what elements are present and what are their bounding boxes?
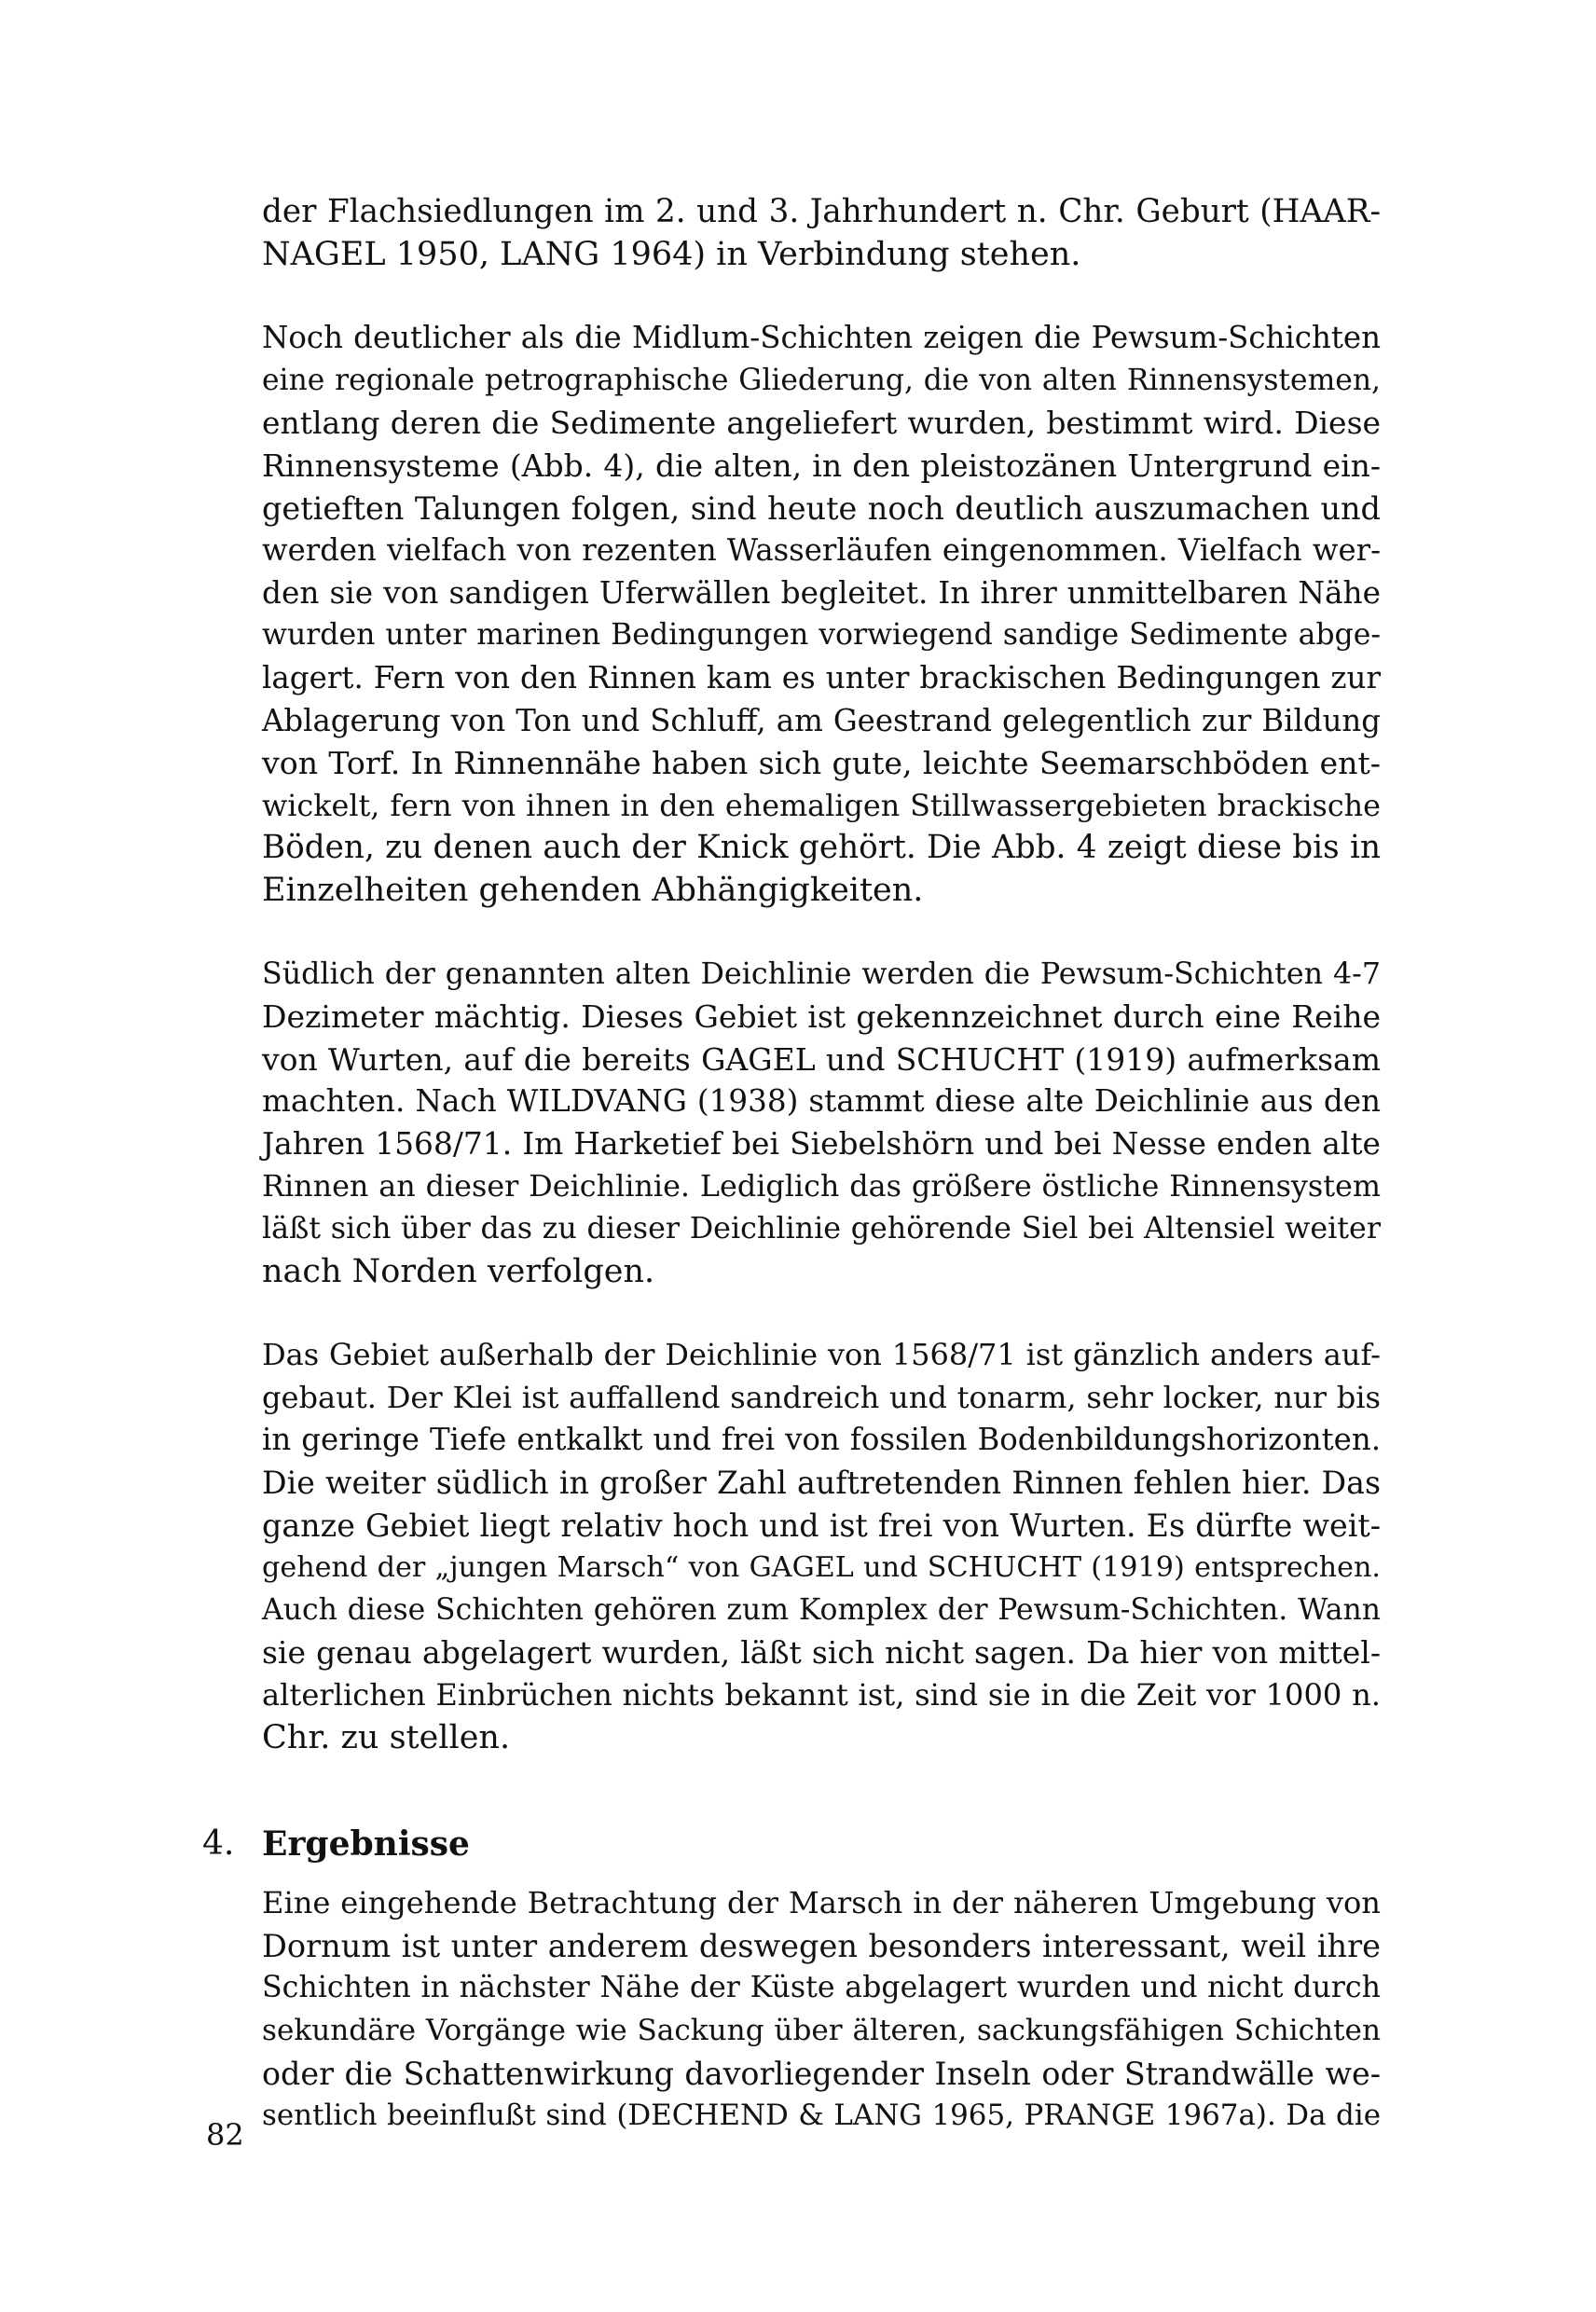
paragraph-flachsiedlungen xyxy=(262,191,1381,276)
text-line: alterlichen Einbrüchen nichts bekannt ist, sind sie in die Zeit vor 1000 n. xyxy=(262,1677,1381,1713)
text-line: von Torf. In Rinnennähe haben sich gute, leichte Seemarschböden ent- xyxy=(262,745,1381,782)
text-line: sie genau abgelagert wurden, läßt sich nicht sagen. Da hier von mittel- xyxy=(262,1634,1381,1672)
paragraph-deichlinie xyxy=(262,954,1381,1294)
text-line: Chr. zu stellen. xyxy=(262,1718,511,1756)
text-line: Südlich der genannten alten Deichlinie werden die Pewsum-Schichten 4-7 xyxy=(262,956,1381,991)
text-line: Schichten in nächster Nähe der Küste abgelagert wurden und nicht durch xyxy=(262,1971,1381,2005)
text-line: NAGEL 1950, LANG 1964) in Verbindung stehen. xyxy=(262,235,1081,273)
text-line: sekundäre Vorgänge wie Sackung über älteren, sackungsfähigen Schichten xyxy=(262,2013,1381,2047)
section-number: 4. xyxy=(202,1824,235,1864)
text-line: den sie von sandigen Uferwällen begleitet. In ihrer unmittelbaren Nähe xyxy=(262,574,1381,611)
text-line: Die weiter südlich in großer Zahl auftretenden Rinnen fehlen hier. Das xyxy=(262,1465,1381,1502)
text-line: sentlich beeinflußt sind (DECHEND & LANG 1965, PRANGE 1967a). Da die xyxy=(262,2099,1381,2133)
text-line: Das Gebiet außerhalb der Deichlinie von 1568/71 ist gänzlich anders auf- xyxy=(262,1337,1381,1373)
text-line: wickelt, fern von ihnen in den ehemaligen Stillwassergebieten brackische xyxy=(262,787,1381,823)
text-line: nach Norden verfolgen. xyxy=(262,1252,655,1290)
text-line: läßt sich über das zu dieser Deichlinie gehörende Siel bei Altensiel weiter xyxy=(262,1212,1381,1246)
section-title: Ergebnisse xyxy=(262,1824,470,1865)
text-line: eine regionale petrographische Gliederung, die von alten Rinnensystemen, xyxy=(262,363,1381,397)
text-line: getieften Talungen folgen, sind heute noch deutlich auszumachen und xyxy=(262,489,1381,527)
text-line: Noch deutlicher als die Midlum-Schichten zeigen die Pewsum-Schichten xyxy=(262,320,1381,356)
text-line: gehend der „jungen Marsch“ von GAGEL und SCHUCHT (1919) entsprechen. xyxy=(262,1551,1381,1585)
text-line: Böden, zu denen auch der Knick gehört. Die Abb. 4 zeigt diese bis in xyxy=(262,829,1381,867)
page-number: 82 xyxy=(206,2117,244,2153)
text-line: Jahren 1568/71. Im Harketief bei Siebelshörn und bei Nesse enden alte xyxy=(262,1125,1381,1162)
paragraph-pewsum-schichten xyxy=(262,317,1381,912)
text-line: gebaut. Der Klei ist auffallend sandreich und tonarm, sehr locker, nur bis xyxy=(262,1379,1381,1415)
text-line: Ablagerung von Ton und Schluff, am Geestrand gelegentlich zur Bildung xyxy=(262,702,1381,738)
text-line: Dornum ist unter anderem deswegen besonders interessant, weil ihre xyxy=(262,1927,1381,1964)
text-line: Rinnen an dieser Deichlinie. Lediglich das größere östliche Rinnensystem xyxy=(262,1168,1381,1204)
text-line: oder die Schattenwirkung davorliegender Inseln oder Strandwälle we- xyxy=(262,2055,1381,2092)
text-line: Einzelheiten gehenden Abhängigkeiten. xyxy=(262,871,924,909)
text-line: Auch diese Schichten gehören zum Komplex der Pewsum-Schichten. Wann xyxy=(262,1592,1381,1627)
text-line: Rinnensysteme (Abb. 4), die alten, in den pleistozänen Untergrund ein- xyxy=(262,447,1381,484)
text-line: machten. Nach WILDVANG (1938) stammt diese alte Deichlinie aus den xyxy=(262,1083,1381,1120)
text-line: Dezimeter mächtig. Dieses Gebiet ist gekennzeichnet durch eine Reihe xyxy=(262,998,1381,1036)
text-line: wurden unter marinen Bedingungen vorwiegend sandige Sedimente abge- xyxy=(262,618,1381,653)
text-line: von Wurten, auf die bereits GAGEL und SCHUCHT (1919) aufmerksam xyxy=(262,1040,1381,1078)
section-heading xyxy=(202,1823,1381,1865)
text-line: Eine eingehende Betrachtung der Marsch in der näheren Umgebung von xyxy=(262,1885,1381,1921)
paragraph-ergebnisse xyxy=(262,1882,1381,2138)
text-line: in geringe Tiefe entkalkt und frei von fossilen Bodenbildungshorizonten. xyxy=(262,1422,1381,1458)
text-line: werden vielfach von rezenten Wasserläufen eingenommen. Vielfach wer- xyxy=(262,532,1381,569)
paragraph-ausserhalb-deichlinie xyxy=(262,1334,1381,1759)
text-line: entlang deren die Sedimente angeliefert wurden, bestimmt wird. Diese xyxy=(262,405,1381,442)
text-line: der Flachsiedlungen im 2. und 3. Jahrhundert n. Chr. Geburt (HAAR- xyxy=(262,193,1381,230)
text-line: ganze Gebiet liegt relativ hoch und ist frei von Wurten. Es dürfte weit- xyxy=(262,1507,1381,1544)
text-line: lagert. Fern von den Rinnen kam es unter brackischen Bedingungen zur xyxy=(262,659,1381,695)
